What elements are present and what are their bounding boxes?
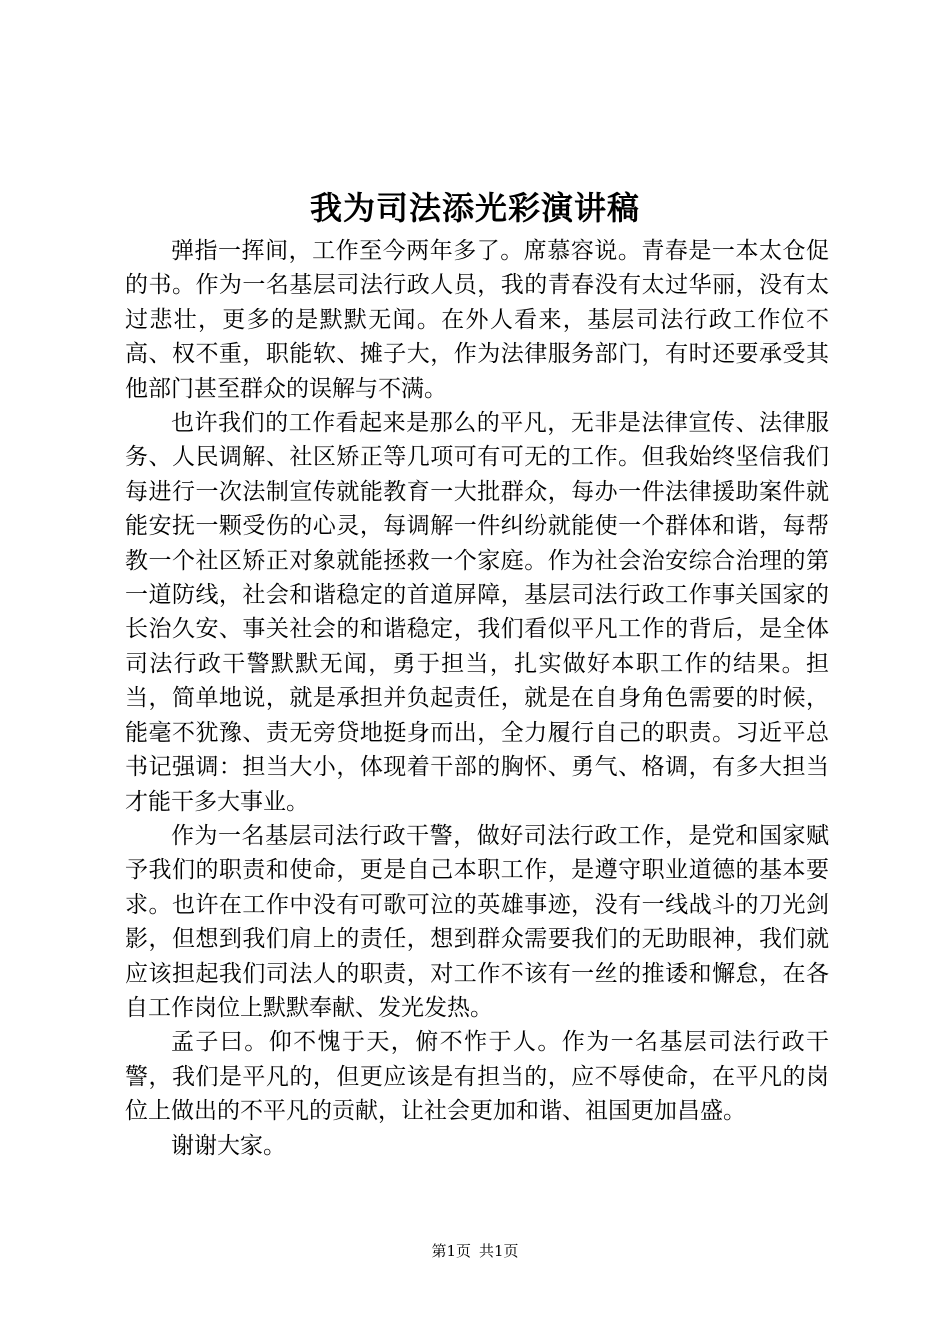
closing-line: 谢谢大家。 [171, 1132, 286, 1159]
page-total: 共1页 [479, 1242, 519, 1260]
page-number: 第1页 [431, 1242, 471, 1260]
paragraph: 也许我们的工作看起来是那么的平凡，无非是法律宣传、法律服务、人民调解、社区矫正等几项可有可无的工作。但我始终坚信我们每进行一次法制宣传就能教育一大批群众，每办一件法律援助案件就能安抚一颗受伤的心灵，每调解一件纠纷就能使一个群体和谐，每帮教一个社区矫正对象就能拯救一个家庭。作为社会治安综合治理的第一道防线，社会和谐稳定的首道屏障，基层司法行政工作事关国家的长治久安、事关社会的和谐稳定，我们看似平凡工作的背后，是全体司法行政干警默默无闻，勇于担当，扎实做好本职工作的结果。担当，简单地说，就是承担并负起责任，就是在自身角色需要的时候，能毫不犹豫、责无旁贷地挺身而出，全力履行自己的职责。习近平总书记强调：担当大小，体现着干部的胸怀、勇气、格调，有多大担当才能干多大事业。 [125, 410, 829, 815]
paragraph: 孟子曰。仰不愧于天，俯不怍于人。作为一名基层司法行政干警，我们是平凡的，但更应该是有担当的，应不辱使命，在平凡的岗位上做出的不平凡的贡献，让社会更加和谐、祖国更加昌盛。 [125, 1029, 829, 1125]
page-footer [0, 1241, 950, 1261]
paragraph: 作为一名基层司法行政干警，做好司法行政工作，是党和国家赋予我们的职责和使命，更是自己本职工作，是遵守职业道德的基本要求。也许在工作中没有可歌可泣的英雄事迹，没有一线战斗的刀光剑影，但想到我们肩上的责任，想到群众需要我们的无助眼神，我们就应该担起我们司法人的职责，对工作不该有一丝的推诿和懈怠，在各自工作岗位上默默奉献、发光发热。 [125, 822, 829, 1021]
document-body [125, 234, 829, 1163]
document-title: 我为司法添光彩演讲稿 [309, 189, 640, 227]
paragraph: 弹指一挥间，工作至今两年多了。席慕容说。青春是一本太仓促的书。作为一名基层司法行政人员，我的青春没有太过华丽，没有太过悲壮，更多的是默默无闻。在外人看来，基层司法行政工作位不高、权不重，职能软、摊子大，作为法律服务部门，有时还要承受其他部门甚至群众的误解与不满。 [125, 238, 829, 402]
